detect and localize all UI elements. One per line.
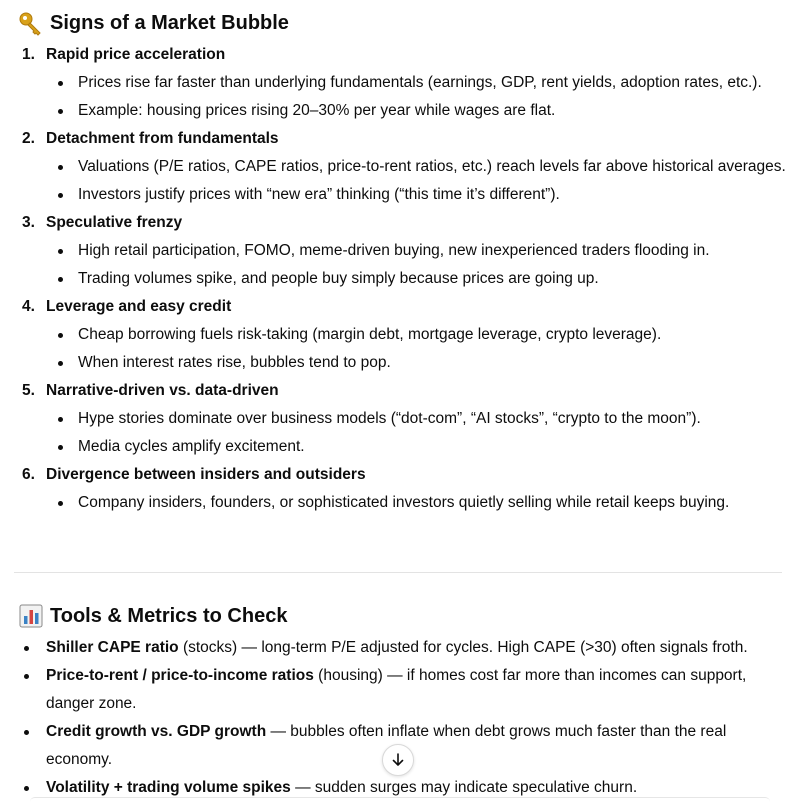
arrow-down-icon xyxy=(390,752,406,768)
metric-name: Price-to-rent / price-to-income ratios xyxy=(46,667,314,684)
metric-name: Volatility + trading volume spikes xyxy=(46,779,291,796)
tools-list xyxy=(18,634,780,802)
bullet: Company insiders, founders, or sophisticated investors quietly selling while retail keeps buying. xyxy=(46,489,788,517)
bullet: Valuations (P/E ratios, CAPE ratios, price-to-rent ratios, etc.) reach levels far above historical averages. xyxy=(46,153,788,181)
composer-edge xyxy=(30,797,770,802)
section-heading-tools xyxy=(18,602,287,630)
bullet: Cheap borrowing fuels risk-taking (margin debt, mortgage leverage, crypto leverage). xyxy=(46,321,788,349)
item-number: 4. xyxy=(22,298,35,315)
list-item xyxy=(18,377,788,461)
list-item xyxy=(18,293,788,377)
metric-description: (housing) — if homes cost far more than incomes can support, danger zone. xyxy=(46,667,747,712)
item-title: Speculative frenzy xyxy=(46,214,183,231)
metric-name: Credit growth vs. GDP growth xyxy=(46,723,267,740)
metric-name: Shiller CAPE ratio xyxy=(46,639,179,656)
list-item xyxy=(18,125,788,209)
bullet: High retail participation, FOMO, meme-driven buying, new inexperienced traders flooding in. xyxy=(46,237,788,265)
section-heading-signs xyxy=(18,9,289,37)
bullet: When interest rates rise, bubbles tend to pop. xyxy=(46,349,788,377)
scroll-to-bottom-button[interactable] xyxy=(382,744,414,776)
bullet: Hype stories dominate over business models (“dot-com”, “AI stocks”, “crypto to the moon”). xyxy=(46,405,788,433)
list-item xyxy=(18,41,788,125)
metric-description: (stocks) — long-term P/E adjusted for cycles. High CAPE (>30) often signals froth. xyxy=(178,639,748,656)
metric-description: — bubbles often inflate when debt grows much faster than the real economy. xyxy=(46,723,727,768)
item-title: Narrative-driven vs. data-driven xyxy=(46,382,279,399)
item-number: 3. xyxy=(22,214,35,231)
section-title: Signs of a Market Bubble xyxy=(50,12,289,34)
list-item xyxy=(18,634,780,662)
signs-list xyxy=(18,41,788,517)
bullet: Example: housing prices rising 20–30% per year while wages are flat. xyxy=(46,97,788,125)
item-number: 5. xyxy=(22,382,35,399)
list-item xyxy=(18,461,788,517)
bullet: Investors justify prices with “new era” thinking (“this time it’s different”). xyxy=(46,181,788,209)
item-number: 6. xyxy=(22,466,35,483)
bullet: Media cycles amplify excitement. xyxy=(46,433,788,461)
list-item xyxy=(18,209,788,293)
item-title: Detachment from fundamentals xyxy=(46,130,279,147)
metric-description: — sudden surges may indicate speculative churn. xyxy=(290,779,638,796)
list-item xyxy=(18,662,780,718)
bar-chart-icon xyxy=(18,603,44,629)
item-title: Leverage and easy credit xyxy=(46,298,232,315)
section-title: Tools & Metrics to Check xyxy=(50,605,288,627)
bullet: Prices rise far faster than underlying fundamentals (earnings, GDP, rent yields, adoption rates, etc.). xyxy=(46,69,788,97)
item-title: Divergence between insiders and outsiders xyxy=(46,466,366,483)
key-icon xyxy=(18,10,44,36)
item-title: Rapid price acceleration xyxy=(46,46,226,63)
item-number: 1. xyxy=(22,46,35,63)
item-number: 2. xyxy=(22,130,35,147)
bullet: Trading volumes spike, and people buy simply because prices are going up. xyxy=(46,265,788,293)
section-divider xyxy=(14,572,782,573)
